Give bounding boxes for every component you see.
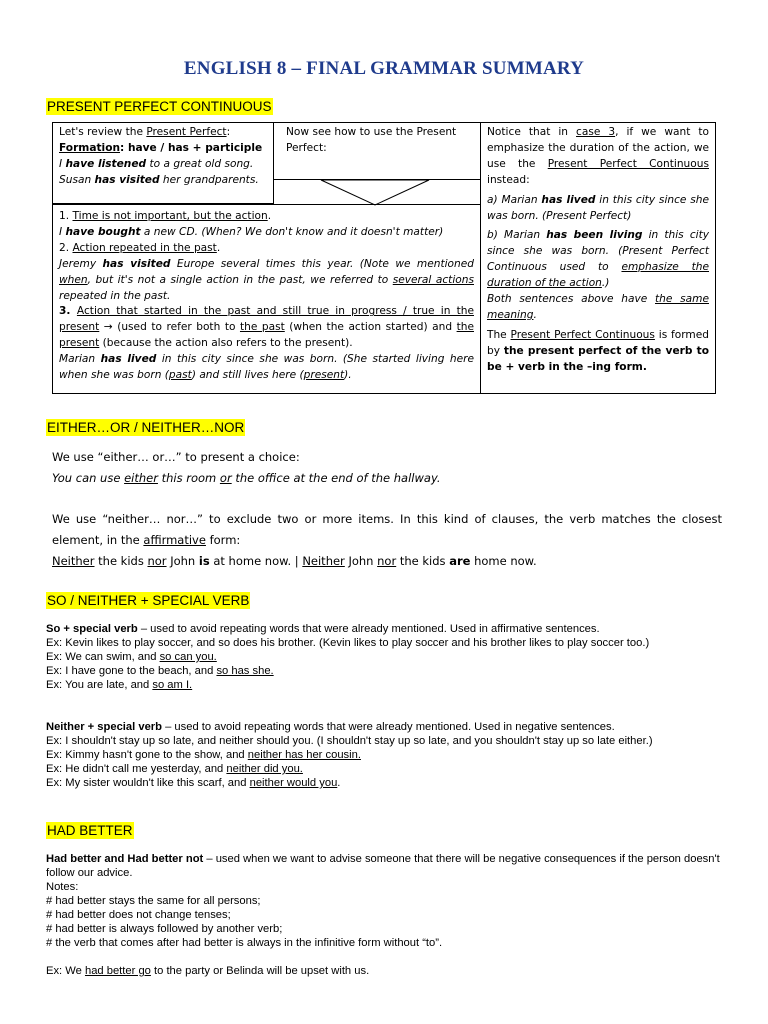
down-arrow-icon [320, 179, 430, 207]
heading-text: PRESENT PERFECT CONTINUOUS [47, 99, 272, 114]
box-how-to-use: Now see how to use the Present Perfect: [273, 122, 481, 180]
heading-text: SO / NEITHER + SPECIAL VERB [47, 593, 250, 608]
box-review-present-perfect: Let's review the Present Perfect: Formation: have / has + participle I have listened to a great old song. Susan has visited her grandparents. [52, 122, 274, 204]
section-heading-present-perfect-continuous [46, 98, 273, 116]
neither-special-verb-block: Neither + special verb – used to avoid repeating words that were already mentioned. Used in negative sentences. Ex: I shouldn't stay up so late, and neither should you. (I shouldn't stay up so late, and you shouldn't stay up so late either.) Ex: Kimmy hasn't gone to the show, and neither has her cousin. Ex: He didn't call me yesterday, and neither did you. Ex: My sister wouldn't like this scarf, and neither would you. [46, 721, 653, 789]
section-heading-so-neither [46, 592, 250, 610]
had-better-block: Had better and Had better not – used when we want to advise someone that there will be negative consequences if the person doesn't follow our advice. Notes: # had better stays the same for all persons; # had better does not change tenses; # had better is always followed by another verb; # the verb that comes after had better is always in the infinitive form without “to”. Ex: We had better go to the party or Belinda will be upset with us. [46, 853, 720, 977]
section-heading-either-neither [46, 419, 245, 437]
section-heading-had-better [46, 822, 134, 840]
page-title: ENGLISH 8 – FINAL GRAMMAR SUMMARY [183, 58, 585, 79]
heading-text: HAD BETTER [47, 823, 133, 838]
either-paragraph-1: We use “either… or…” to present a choice: You can use either this room or the office at the end of the hallway. [52, 450, 441, 485]
so-special-verb-block: So + special verb – used to avoid repeating words that were already mentioned. Used in affirmative sentences. Ex: Kevin likes to play soccer, and so does his brother. (Kevin likes to play soccer and his brother likes to play soccer too.) Ex: We can swim, and so can you. Ex: I have gone to the beach, and so has she. Ex: You are late, and so am I. [46, 623, 650, 691]
neither-paragraph: We use “neither… nor…” to exclude two or more items. In this kind of clauses, the verb matches the closest element, in the affirmative form: Neither the kids nor John is at home now. | Neither John nor the kids are home now. [52, 512, 722, 568]
heading-text: EITHER…OR / NEITHER…NOR [47, 420, 245, 435]
box-uses-of-present-perfect: 1. Time is not important, but the action. I have bought a new CD. (When? We don't know and it doesn't matter) 2. Action repeated in the past. Jeremy has visited Europe several times this year. (Note we mentioned when, but it's not a single action in the past, we referred to several actions repeated in the past. 3. Action that started in the past and still true in progress / true in the present → (used to refer both to the past (when the action started) and the present (because the action also refers to the present). Marian has lived in this city since she was born. (She started living here when she was born (past) and still lives here (present). [52, 204, 481, 394]
box-present-perfect-continuous-notes: Notice that in case 3, if we want to emphasize the duration of the action, we use the Present Perfect Continuous instead: a) Marian has lived in this city since she was born. (Present Perfect) b) Marian has been living in this city since she was born. (Present Perfect Continuous used to emphasize the duration of the action.) Both sentences above have the same meaning. The Present Perfect Continuous is formed by the present perfect of the verb to be + verb in the –ing form. [480, 122, 716, 394]
